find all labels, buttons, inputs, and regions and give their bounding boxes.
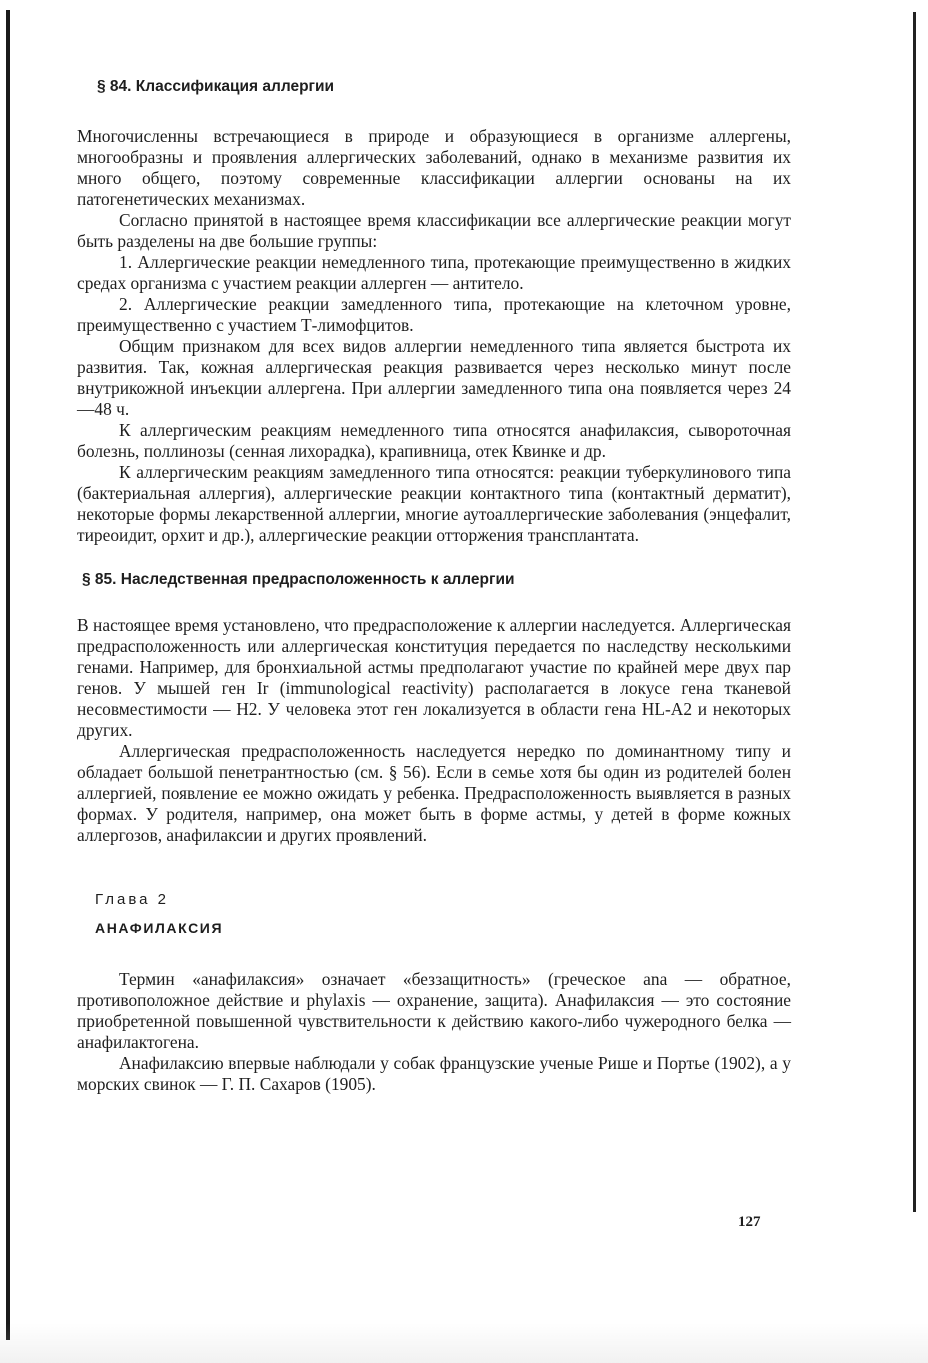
page-number: 127	[738, 1214, 761, 1230]
list-item-1: 1. Аллергические реакции немедленного типа, протекающие преимущественно в жидких средах организма с участием реакции аллерген — антитело.	[77, 252, 791, 293]
chapter-title: АНАФИЛАКСИЯ	[95, 920, 224, 936]
paragraph: В настоящее время установлено, что предрасположение к аллергии наследуется. Аллергическая предрасположенность или аллергическая конституция передается по наследству несколькими генами. Например, для бронхиальной астмы предполагают участие по крайней мере двух пар генов. У мышей ген Ir (immunological reactivity) располагается в локусе гена тканевой несовместимости — H2. У человека этот ген локализуется в области гена HL-A2 и некоторых других.	[77, 615, 791, 740]
paragraph: Согласно принятой в настоящее время классификации все аллергические реакции могут быть разделены на две большие группы:	[77, 210, 791, 251]
section-85-heading: § 85. Наследственная предрасположенность к аллергии	[82, 571, 515, 588]
scan-shadow	[0, 1323, 928, 1363]
paragraph: К аллергическим реакциям замедленного типа относятся: реакции туберкулинового типа (бактериальная аллергия), аллергические реакции контактного типа (контактный дерматит), некоторые формы лекарственной аллергии, многие аутоаллергические заболевания (энцефалит, тиреоидит, орхит и др.), аллергические реакции отторжения трансплантата.	[77, 462, 791, 545]
paragraph: Общим признаком для всех видов аллергии немедленного типа является быстрота их развития. Так, кожная аллергическая реакция развивается через несколько минут после внутрикожной инъекции аллергена. При аллергии замедленного типа она появляется через 24—48 ч.	[77, 336, 791, 419]
chapter-label: Глава 2	[95, 891, 170, 908]
book-page	[77, 76, 791, 1095]
paragraph: Анафилаксию впервые наблюдали у собак французские ученые Рише и Портье (1902), а у морских свинок — Г. П. Сахаров (1905).	[77, 1053, 791, 1094]
paragraph: Термин «анафилаксия» означает «беззащитность» (греческое ana — обратное, противоположное действие и phylaxis — охранение, защита). Анафилаксия — это состояние приобретенной повышенной чувствительности к действию какого-либо чужеродного белка — анафилактогена.	[77, 969, 791, 1052]
paragraph: Многочисленны встречающиеся в природе и образующиеся в организме аллергены, многообразны и проявления аллергических заболеваний, однако в механизме развития их много общего, поэтому современные классификации аллергии основаны на их патогенетических механизмах.	[77, 126, 791, 209]
paragraph: Аллергическая предрасположенность наследуется нередко по доминантному типу и обладает большой пенетрантностью (см. § 56). Если в семье хотя бы один из родителей болен аллергией, появление ее можно ожидать у ребенка. Предрасположенность выявляется в разных формах. У родителя, например, она может быть в форме астмы, у детей в форме кожных аллергозов, анафилаксии и других проявлений.	[77, 741, 791, 845]
scan-left-edge	[6, 10, 10, 1340]
paragraph: К аллергическим реакциям немедленного типа относятся анафилаксия, сывороточная болезнь, поллинозы (сенная лихорадка), крапивница, отек Квинке и др.	[77, 420, 791, 461]
scan-right-edge	[913, 12, 916, 1212]
list-item-2: 2. Аллергические реакции замедленного типа, протекающие на клеточном уровне, преимущественно с участием Т-лимофцитов.	[77, 294, 791, 335]
section-84-heading: § 84. Классификация аллергии	[97, 78, 335, 95]
